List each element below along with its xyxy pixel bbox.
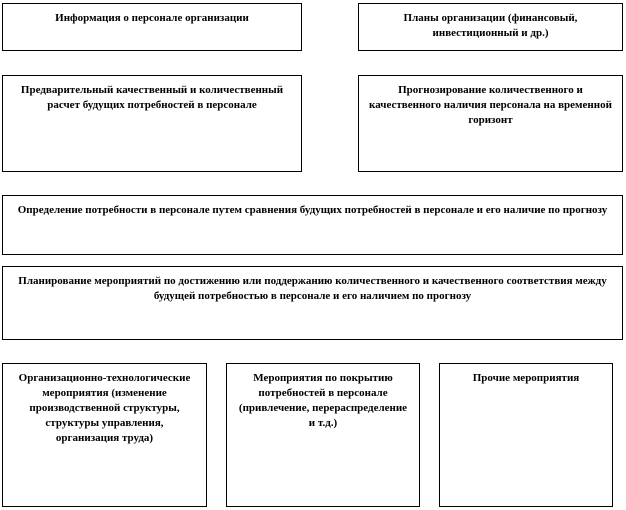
box-need-determination — [2, 195, 623, 255]
box-org-plans-text: Планы организации (финансовый, инвестиционный и др.) — [403, 12, 578, 39]
box-preliminary-calc-text: Предварительный качественный и количественный расчет будущих потребностей в персонале — [20, 84, 284, 111]
box-need-determination-text: Определение потребности в персонале путем сравнения будущих потребностей в персонале и его наличие по прогнозу — [17, 204, 608, 216]
box-other-measures-text: Прочие мероприятия — [472, 372, 580, 384]
box-other-measures — [439, 363, 613, 507]
box-measures-planning — [2, 266, 623, 340]
box-measures-planning-text: Планирование мероприятий по достижению или поддержанию количественного и качественного соответствия между будущей потребностью в персонале и его наличием по прогнозу — [18, 275, 607, 302]
box-preliminary-calc — [2, 75, 302, 172]
box-personnel-info — [2, 3, 302, 51]
box-org-tech-measures — [2, 363, 207, 507]
box-coverage-measures — [226, 363, 420, 507]
box-personnel-info-text: Информация о персонале организации — [55, 12, 249, 24]
box-coverage-measures-text: Мероприятия по покрытию потребностей в персонале (привлечение, перераспределение и т.д.) — [238, 372, 408, 429]
box-forecasting-text: Прогнозирование количественного и качественного наличия персонала на временной горизонт — [369, 84, 612, 126]
box-forecasting — [358, 75, 623, 172]
box-org-plans — [358, 3, 623, 51]
box-org-tech-measures-text: Организационно-технологические мероприятия (изменение производственной структуры, структуры управления, организация труда) — [18, 372, 191, 444]
